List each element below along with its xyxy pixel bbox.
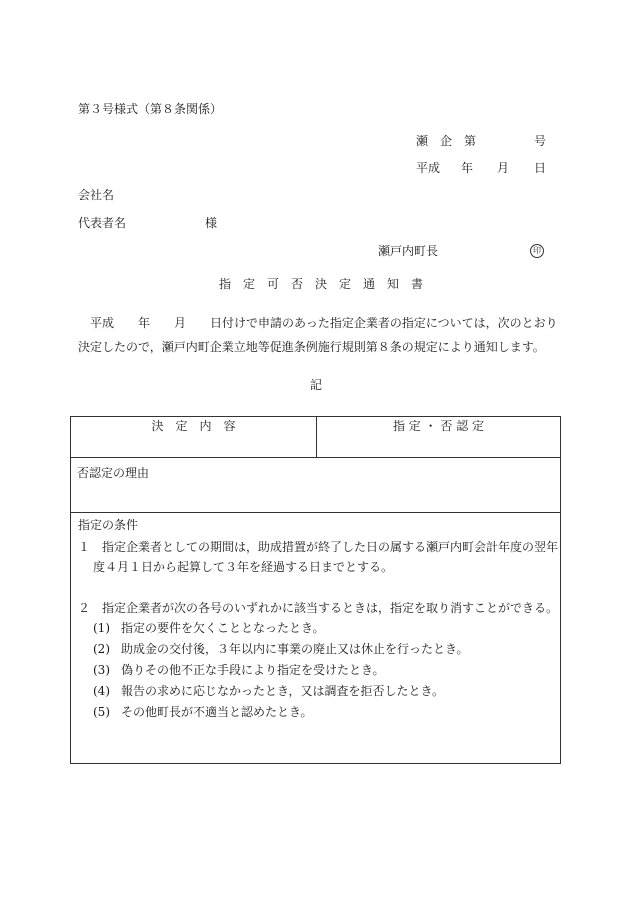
sub-item-2-text: 助成金の交付後，３年以内に事業の廃止又は休止を行ったとき。 <box>121 642 469 656</box>
seal-mark: 印 <box>530 244 544 258</box>
representative-label: 代表者名 <box>78 216 127 230</box>
date-month: 月 <box>497 161 510 175</box>
condition-1-line-1: １ 指定企業者としての期間は，助成措置が終了した日の属する瀬戸内町会計年度の翌年 <box>78 540 559 554</box>
doc-number-suffix: 号 <box>534 134 547 148</box>
company-label: 会社名 <box>78 188 115 202</box>
conditions-label: 指定の条件 <box>78 518 139 532</box>
conditions-row <box>71 513 561 764</box>
sub-item-4-num: (4) <box>93 684 110 698</box>
doc-number-prefix: 瀬 企 第 <box>416 134 477 148</box>
ki-heading: 記 <box>310 378 323 392</box>
issuer-title: 瀬戸内町長 <box>378 244 439 258</box>
decision-table <box>70 416 561 764</box>
representative-honorific: 様 <box>205 216 218 230</box>
body-line-1: 平成 年 月 日付けで申請のあった指定企業者の指定については，次のとおり <box>90 316 558 330</box>
form-label: 第３号様式（第８条関係） <box>78 102 223 116</box>
col-decision-content-label: 決 定 内 容 <box>151 419 236 433</box>
col-decision-content-header <box>71 417 317 458</box>
sub-item-3-text: 偽りその他不正な手段により指定を受けたとき。 <box>121 663 385 677</box>
col-designation-header <box>317 417 561 458</box>
date-year: 年 <box>461 161 474 175</box>
col-designation-label: 指 定 ・ 否 認 定 <box>392 419 485 433</box>
sub-item-5-num: (5) <box>93 705 110 719</box>
body-line-2: 決定したので，瀬戸内町企業立地等促進条例施行規則第８条の規定により通知します。 <box>78 340 545 354</box>
reason-cell <box>71 458 561 513</box>
condition-1-line-2: 度４月１日から起算して３年を経過する日までとする。 <box>93 560 394 574</box>
date-era: 平成 <box>416 161 441 175</box>
sub-item-1-text: 指定の要件を欠くこととなったとき。 <box>121 621 325 635</box>
sub-item-2-num: (2) <box>93 642 110 656</box>
sub-item-3-num: (3) <box>93 663 110 677</box>
condition-2: ２ 指定企業者が次の各号のいずれかに該当するときは，指定を取り消すことができる。 <box>78 601 559 615</box>
conditions-cell <box>71 513 561 764</box>
date-day: 日 <box>534 161 547 175</box>
reason-label: 否認定の理由 <box>77 466 150 480</box>
document-title: 指 定 可 否 決 定 通 知 書 <box>219 277 424 291</box>
sub-item-5-text: その他町長が不適当と認めたとき。 <box>121 705 313 719</box>
table-header-row <box>71 417 561 458</box>
sub-item-1-num: (1) <box>93 621 110 635</box>
sub-item-4-text: 報告の求めに応じなかったとき，又は調査を拒否したとき。 <box>121 684 445 698</box>
reason-row <box>71 458 561 513</box>
